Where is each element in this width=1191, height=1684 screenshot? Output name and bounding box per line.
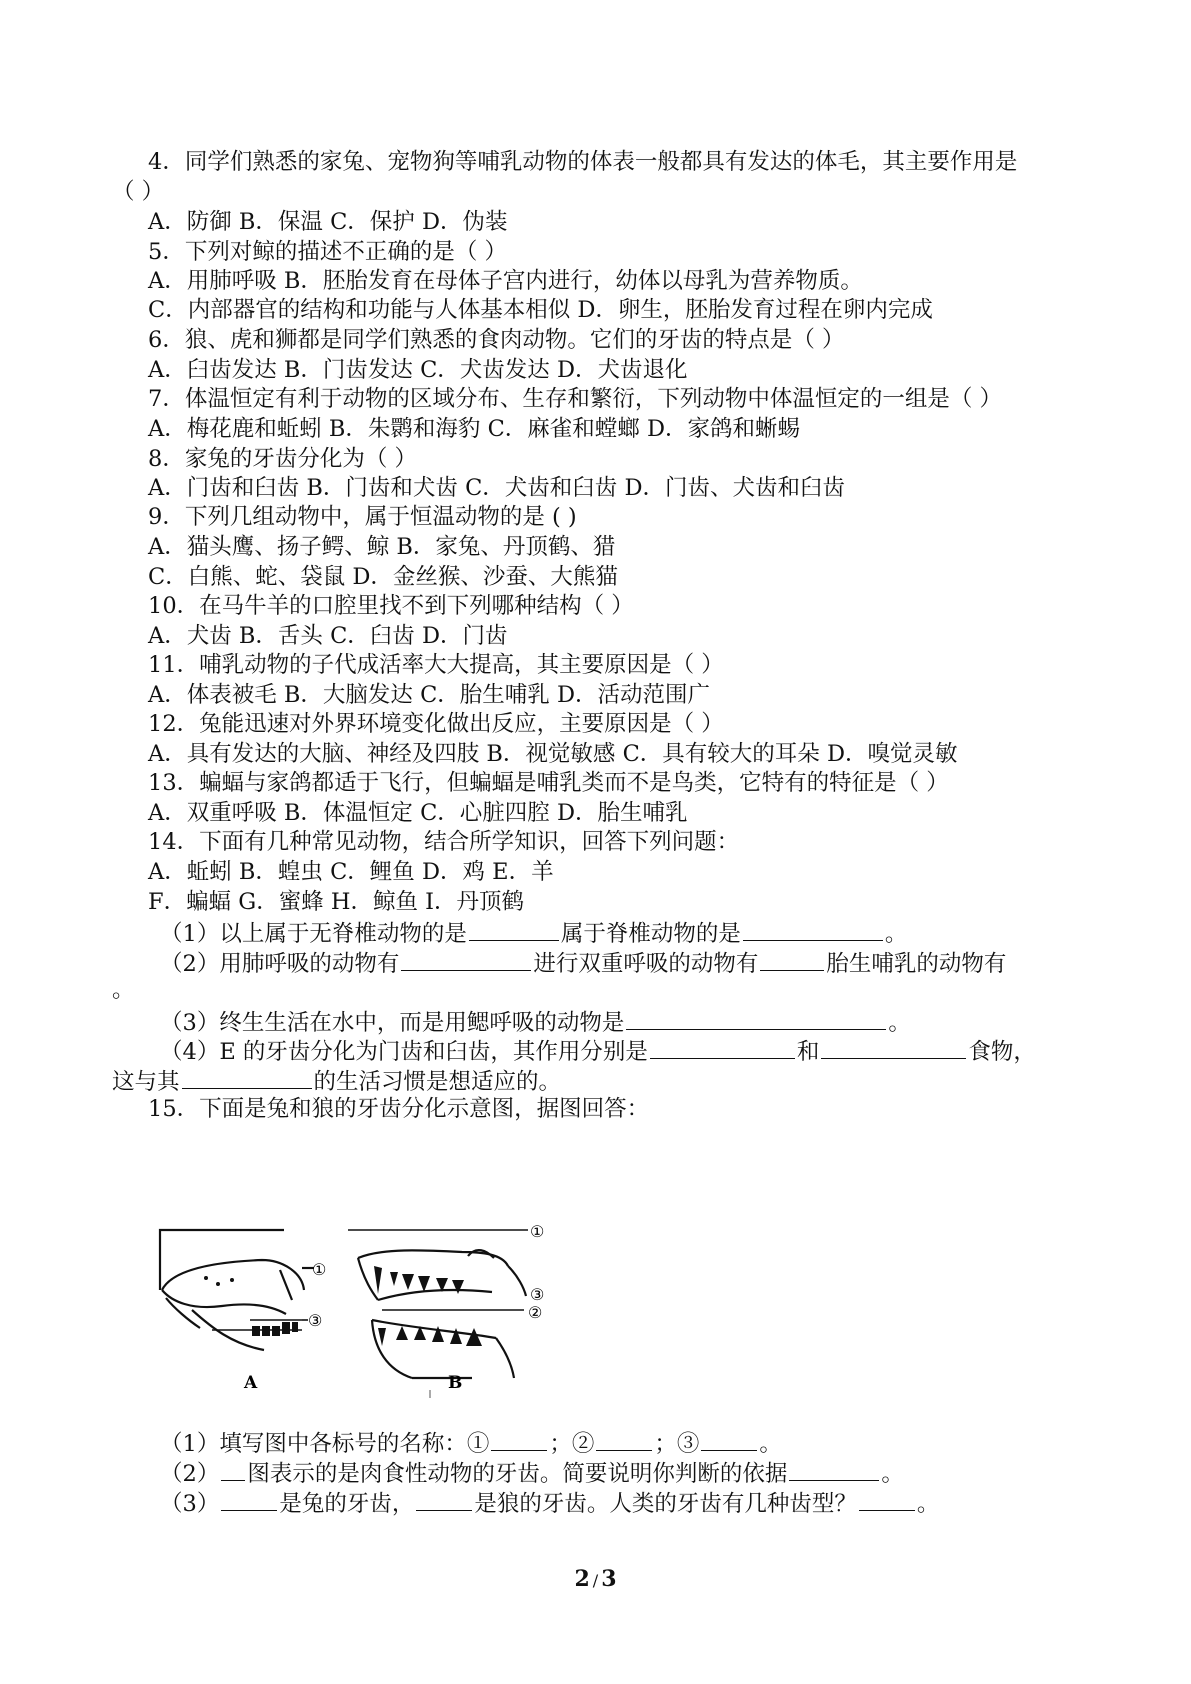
answer-blank[interactable] xyxy=(650,1034,795,1059)
answer-blank[interactable] xyxy=(469,916,559,941)
q4-paren: （ ） xyxy=(112,179,165,205)
q8-options: A．门齿和臼齿 B．门齿和犬齿 C．犬齿和臼齿 D．门齿、犬齿和臼齿 xyxy=(148,475,845,501)
answer-blank[interactable] xyxy=(221,1456,245,1481)
q7-options: A．梅花鹿和蚯蚓 B．朱鹮和海豹 C．麻雀和螳螂 D．家鸽和蜥蜴 xyxy=(148,416,800,442)
diagram-b-mark-1: ① xyxy=(530,1222,545,1241)
diagram-a-mark-3: ③ xyxy=(308,1311,323,1330)
q9-options-ab: A．猫头鹰、扬子鳄、鲸 B．家兔、丹顶鹤、猎 xyxy=(148,534,616,560)
q11-options: A．体表被毛 B．大脑发达 C．胎生哺乳 D．活动范围广 xyxy=(148,682,710,708)
diagram-b-skull xyxy=(348,1230,528,1378)
q14-part1: （1）以上属于无脊椎动物的是 属于脊椎动物的是 。 xyxy=(160,916,907,949)
answer-blank[interactable] xyxy=(596,1426,652,1451)
diagram-a-label: A xyxy=(244,1373,258,1393)
q6-options: A．臼齿发达 B．门齿发达 C．犬齿发达 D．犬齿退化 xyxy=(148,357,688,383)
q5-options-cd: C．内部器官的结构和功能与人体基本相似 D．卵生，胚胎发育过程在卵内完成 xyxy=(148,297,933,323)
page-number: 2 / 3 xyxy=(574,1566,617,1592)
answer-blank[interactable] xyxy=(859,1486,915,1511)
teeth-diagram xyxy=(152,1210,592,1400)
q5-options-ab: A．用肺呼吸 B．胚胎发育在母体子宫内进行，幼体以母乳为营养物质。 xyxy=(148,268,863,294)
q15-part1: （1）填写图中各标号的名称：① ；② ；③ 。 xyxy=(160,1426,782,1459)
diagram-b-mark-2: ② xyxy=(528,1303,543,1322)
q5-stem: 5．下列对鲸的描述不正确的是（ ） xyxy=(148,239,507,265)
diagram-a-skull xyxy=(160,1230,314,1350)
answer-blank[interactable] xyxy=(789,1456,879,1481)
q14-stem: 14．下面有几种常见动物，结合所学知识，回答下列问题： xyxy=(148,829,740,855)
diagram-b-label: B xyxy=(448,1373,463,1393)
answer-blank[interactable] xyxy=(182,1064,312,1089)
q14-part2-end: 。 xyxy=(112,977,135,1003)
q13-stem: 13．蝙蝠与家鸽都适于飞行，但蝙蝠是哺乳类而不是鸟类，它特有的特征是（ ） xyxy=(148,770,949,796)
q10-options: A．犬齿 B．舌头 C．臼齿 D．门齿 xyxy=(148,623,508,649)
q12-options: A．具有发达的大脑、神经及四肢 B．视觉敏感 C．具有较大的耳朵 D．嗅觉灵敏 xyxy=(148,741,958,767)
q14-part2: （2）用肺呼吸的动物有 进行双重呼吸的动物有 胎生哺乳的动物有 xyxy=(160,946,1006,979)
answer-blank[interactable] xyxy=(760,946,824,971)
answer-blank[interactable] xyxy=(491,1426,547,1451)
q15-part2: （2） 图表示的是肉食性动物的牙齿。简要说明你判断的依据 。 xyxy=(160,1456,904,1489)
q10-stem: 10．在马牛羊的口腔里找不到下列哪种结构（ ） xyxy=(148,593,634,619)
answer-blank[interactable] xyxy=(743,916,883,941)
q9-options-cd: C．白熊、蛇、袋鼠 D．金丝猴、沙蚕、大熊猫 xyxy=(148,564,618,590)
q14-part4: （4）E 的牙齿分化为门齿和臼齿，其作用分别是 和 食物， xyxy=(160,1034,1036,1067)
q14-animals-row2: F．蝙蝠 G．蜜蜂 H．鲸鱼 I．丹顶鹤 xyxy=(148,889,525,915)
q15-stem: 15．下面是兔和狼的牙齿分化示意图，据图回答： xyxy=(148,1096,650,1122)
q7-stem: 7．体温恒定有利于动物的区域分布、生存和繁衍，下列动物中体温恒定的一组是（ ） xyxy=(148,386,1002,412)
answer-blank[interactable] xyxy=(416,1486,472,1511)
q12-stem: 12．兔能迅速对外界环境变化做出反应，主要原因是（ ） xyxy=(148,711,724,737)
q4-stem: 4．同学们熟悉的家兔、宠物狗等哺乳动物的体表一般都具有发达的体毛，其主要作用是 xyxy=(148,149,1018,175)
answer-blank[interactable] xyxy=(701,1426,757,1451)
answer-blank[interactable] xyxy=(626,1005,886,1030)
q4-options: A．防御 B．保温 C．保护 D．伪装 xyxy=(148,209,508,235)
q14-part4-cont: 这与其 的生活习惯是想适应的。 xyxy=(112,1064,561,1097)
q6-stem: 6．狼、虎和狮都是同学们熟悉的食肉动物。它们的牙齿的特点是（ ） xyxy=(148,327,845,353)
q9-stem: 9．下列几组动物中，属于恒温动物的是 ( ) xyxy=(148,504,577,530)
answer-blank[interactable] xyxy=(821,1034,966,1059)
q14-animals-row1: A．蚯蚓 B．蝗虫 C．鲤鱼 D．鸡 E．羊 xyxy=(148,859,554,885)
answer-blank[interactable] xyxy=(401,946,531,971)
answer-blank[interactable] xyxy=(221,1486,277,1511)
q14-part3: （3）终生生活在水中，而是用鳃呼吸的动物是 。 xyxy=(160,1005,911,1038)
q13-options: A．双重呼吸 B．体温恒定 C．心脏四腔 D．胎生哺乳 xyxy=(148,800,688,826)
diagram-a-mark-1: ① xyxy=(312,1260,327,1279)
q15-part3: （3） 是兔的牙齿， 是狼的牙齿。人类的牙齿有几种齿型？ 。 xyxy=(160,1486,939,1519)
q8-stem: 8．家兔的牙齿分化为（ ） xyxy=(148,446,417,472)
q11-stem: 11．哺乳动物的子代成活率大大提高，其主要原因是（ ） xyxy=(148,652,724,678)
diagram-b-mark-3: ③ xyxy=(530,1285,545,1304)
